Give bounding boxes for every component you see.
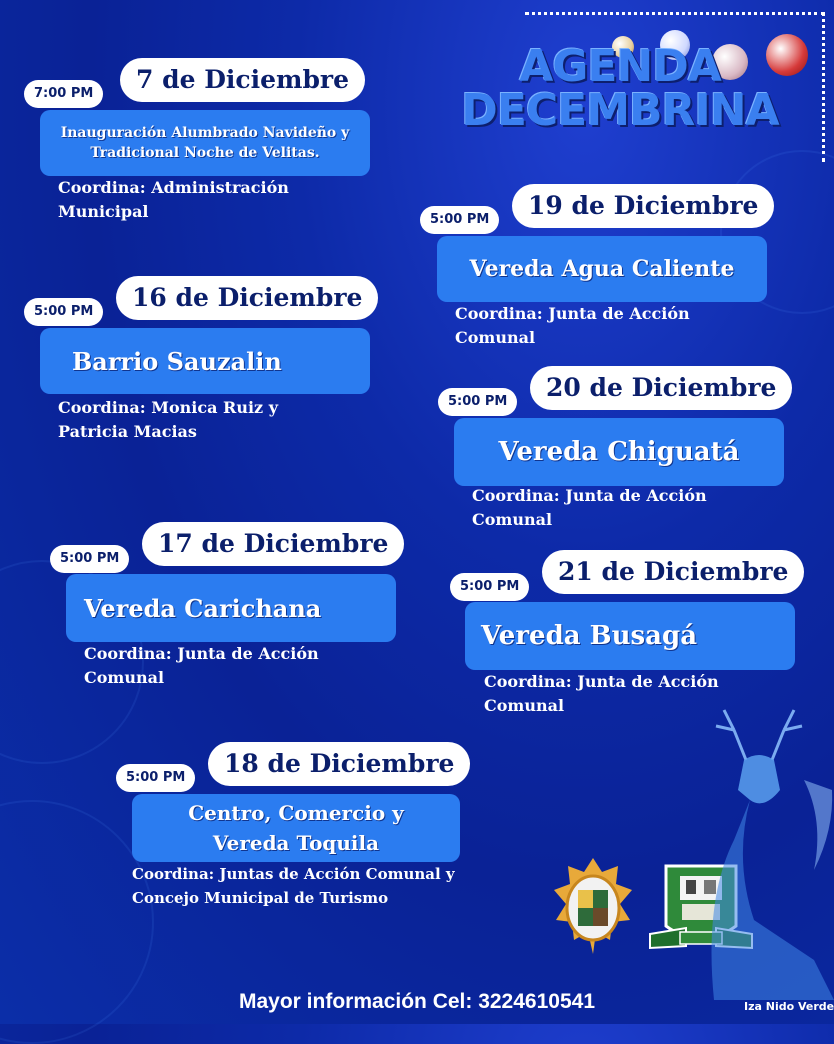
event-date: 16 de Diciembre: [116, 276, 378, 320]
brand-logo: Iza Nido Verde: [744, 1000, 834, 1013]
event-date: 7 de Diciembre: [120, 58, 365, 102]
event-coordinator: Coordina: Junta de Acción Comunal: [455, 304, 690, 347]
title-line-1: AGENDA: [519, 41, 721, 92]
event-time: 5:00 PM: [50, 545, 129, 573]
event-coordinator: Coordina: Juntas de Acción Comunal y Concejo Municipal de Turismo: [132, 865, 455, 907]
event-date: 19 de Diciembre: [512, 184, 774, 228]
dotted-frame-right: [822, 12, 825, 162]
footer-contact: Mayor información Cel: 3224610541: [239, 990, 595, 1013]
event-date: 21 de Diciembre: [542, 550, 804, 594]
event-time: 5:00 PM: [450, 573, 529, 601]
title-line-2: DECEMBRINA: [461, 85, 779, 136]
event-time: 5:00 PM: [24, 298, 103, 326]
event-coordinator: Coordina: Monica Ruiz y Patricia Macias: [58, 398, 278, 441]
page-title: [430, 41, 810, 136]
event-coordinator: Coordina: Junta de Acción Comunal: [484, 672, 719, 715]
event-time: 5:00 PM: [438, 388, 517, 416]
event-place: Barrio Sauzalin: [40, 328, 370, 394]
event-place: Vereda Agua Caliente: [437, 236, 767, 302]
event-coordinator: Coordina: Administración Municipal: [58, 178, 289, 221]
municipality-seal-icon: [552, 856, 634, 956]
event-place: Vereda Chiguatá: [454, 418, 784, 486]
event-place: Vereda Carichana: [66, 574, 396, 642]
event-time: 5:00 PM: [116, 764, 195, 792]
event-time: 5:00 PM: [420, 206, 499, 234]
event-coordinator: Coordina: Junta de Acción Comunal: [84, 644, 319, 687]
event-time: 7:00 PM: [24, 80, 103, 108]
dotted-frame-top: [525, 12, 825, 15]
event-date: 18 de Diciembre: [208, 742, 470, 786]
event-place: Centro, Comercio y Vereda Toquila: [132, 794, 460, 862]
event-date: 17 de Diciembre: [142, 522, 404, 566]
event-coordinator: Coordina: Junta de Acción Comunal: [472, 486, 707, 529]
deer-illustration-icon: [694, 700, 834, 1000]
event-place: Vereda Busagá: [465, 602, 795, 670]
event-place: Inauguración Alumbrado Navideño y Tradicional Noche de Velitas.: [40, 110, 370, 176]
event-date: 20 de Diciembre: [530, 366, 792, 410]
